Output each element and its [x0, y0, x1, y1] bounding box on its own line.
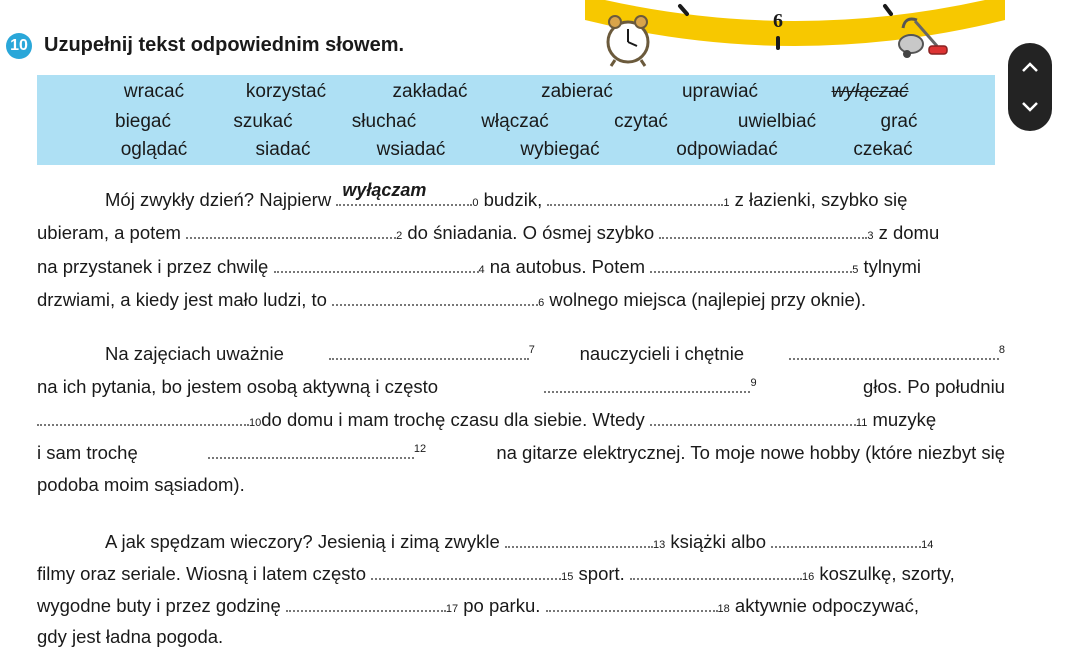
blank-2[interactable] [186, 219, 396, 239]
word-bank-item: odpowiadać [676, 139, 778, 160]
text-line: filmy oraz seriale. Wiosną i latem często 15 sport. 16 koszulkę, szorty, [37, 560, 1005, 585]
exercise-title: Uzupełnij tekst odpowiednim słowem. [44, 34, 405, 56]
word-bank-item: grać [880, 111, 918, 132]
blank-1[interactable] [547, 186, 723, 206]
blank-13[interactable] [505, 528, 653, 548]
word-bank [37, 75, 995, 165]
text-line: 10 do domu i mam trochę czasu dla siebie. Wtedy 11 muzykę [37, 406, 1005, 431]
scroll-down-button[interactable] [1008, 87, 1052, 127]
blank-5[interactable] [650, 253, 852, 273]
chevron-up-icon [1021, 61, 1039, 73]
word-bank-item: szukać [233, 111, 293, 132]
blank-17[interactable] [286, 592, 446, 612]
blank-11[interactable] [650, 406, 856, 426]
word-bank-item: zakładać [392, 81, 468, 102]
text-line: na przystanek i przez chwilę 4 na autobus. Potem 5 tylnymi [37, 253, 1005, 278]
blank-3[interactable] [659, 219, 867, 239]
blank-15[interactable] [371, 560, 561, 580]
chevron-down-icon [1021, 101, 1039, 113]
word-bank-item: korzystać [245, 81, 327, 102]
hour-six-label: 6 [773, 10, 783, 32]
blank-14[interactable] [771, 528, 921, 548]
text-line: drzwiami, a kiedy jest mało ludzi, to 6 wolnego miejsca (najlepiej przy oknie). [37, 286, 1005, 311]
word-bank-item-used: wyłączać [831, 81, 909, 102]
word-bank-item: oglądać [120, 139, 188, 160]
word-bank-item: zabierać [541, 81, 613, 102]
word-bank-item: biegać [115, 111, 171, 132]
word-bank-item: wsiadać [376, 139, 446, 160]
blank-18[interactable] [546, 592, 718, 612]
text-line: gdy jest ładna pogoda. [37, 626, 224, 647]
text-line: Na zajęciach uważnie $^7$ nauczycieli i chętnie $^8$ [105, 340, 1005, 365]
text-line: Mój zwykły dzień? Najpierw wyłączam 0 budzik, 1 z łazienki, szybko się [105, 180, 908, 210]
word-bank-item: czekać [853, 139, 913, 160]
blank-7[interactable] [329, 340, 529, 360]
text-line: i sam trochę $^{12}$ na gitarze elektrycznej. To moje nowe hobby (które niezbyt się [37, 439, 1005, 464]
word-bank-item: wybiegać [520, 139, 600, 160]
text-line: wygodne buty i przez godzinę 17 po parku. 18 aktywnie odpoczywać, [37, 592, 1005, 617]
blank-9[interactable] [544, 373, 750, 393]
page-scroll-controls [1008, 43, 1052, 131]
clock-decoration-banner [585, 0, 1005, 75]
blank-4[interactable] [274, 253, 479, 273]
blank-0-example: wyłączam [336, 186, 472, 206]
text-line: na ich pytania, bo jestem osobą aktywną i często $^9$ głos. Po południu [37, 373, 1005, 398]
alarm-clock-icon [608, 16, 648, 66]
scroll-up-button[interactable] [1008, 47, 1052, 87]
blank-6[interactable] [332, 286, 538, 306]
blank-12[interactable] [208, 439, 414, 459]
blank-10[interactable] [37, 406, 249, 426]
blank-16[interactable] [630, 560, 802, 580]
text-line: ubieram, a potem 2 do śniadania. O ósmej szybko 3 z domu [37, 219, 1005, 244]
word-bank-item: uprawiać [681, 81, 759, 102]
blank-8[interactable] [789, 340, 999, 360]
word-bank-item: słuchać [351, 111, 417, 132]
word-bank-item: wracać [123, 81, 185, 102]
word-bank-item: włączać [481, 111, 549, 132]
exercise-header [0, 0, 1080, 72]
text-line: A jak spędzam wieczory? Jesienią i zimą zwykle 13 książki albo 14 [105, 528, 1005, 553]
exercise-number-badge: 10 [6, 33, 32, 59]
text-line: podoba moim sąsiadom). [37, 474, 245, 495]
word-bank-item: uwielbiać [737, 111, 817, 132]
word-bank-item: siadać [255, 139, 311, 160]
word-bank-item: czytać [614, 111, 668, 132]
